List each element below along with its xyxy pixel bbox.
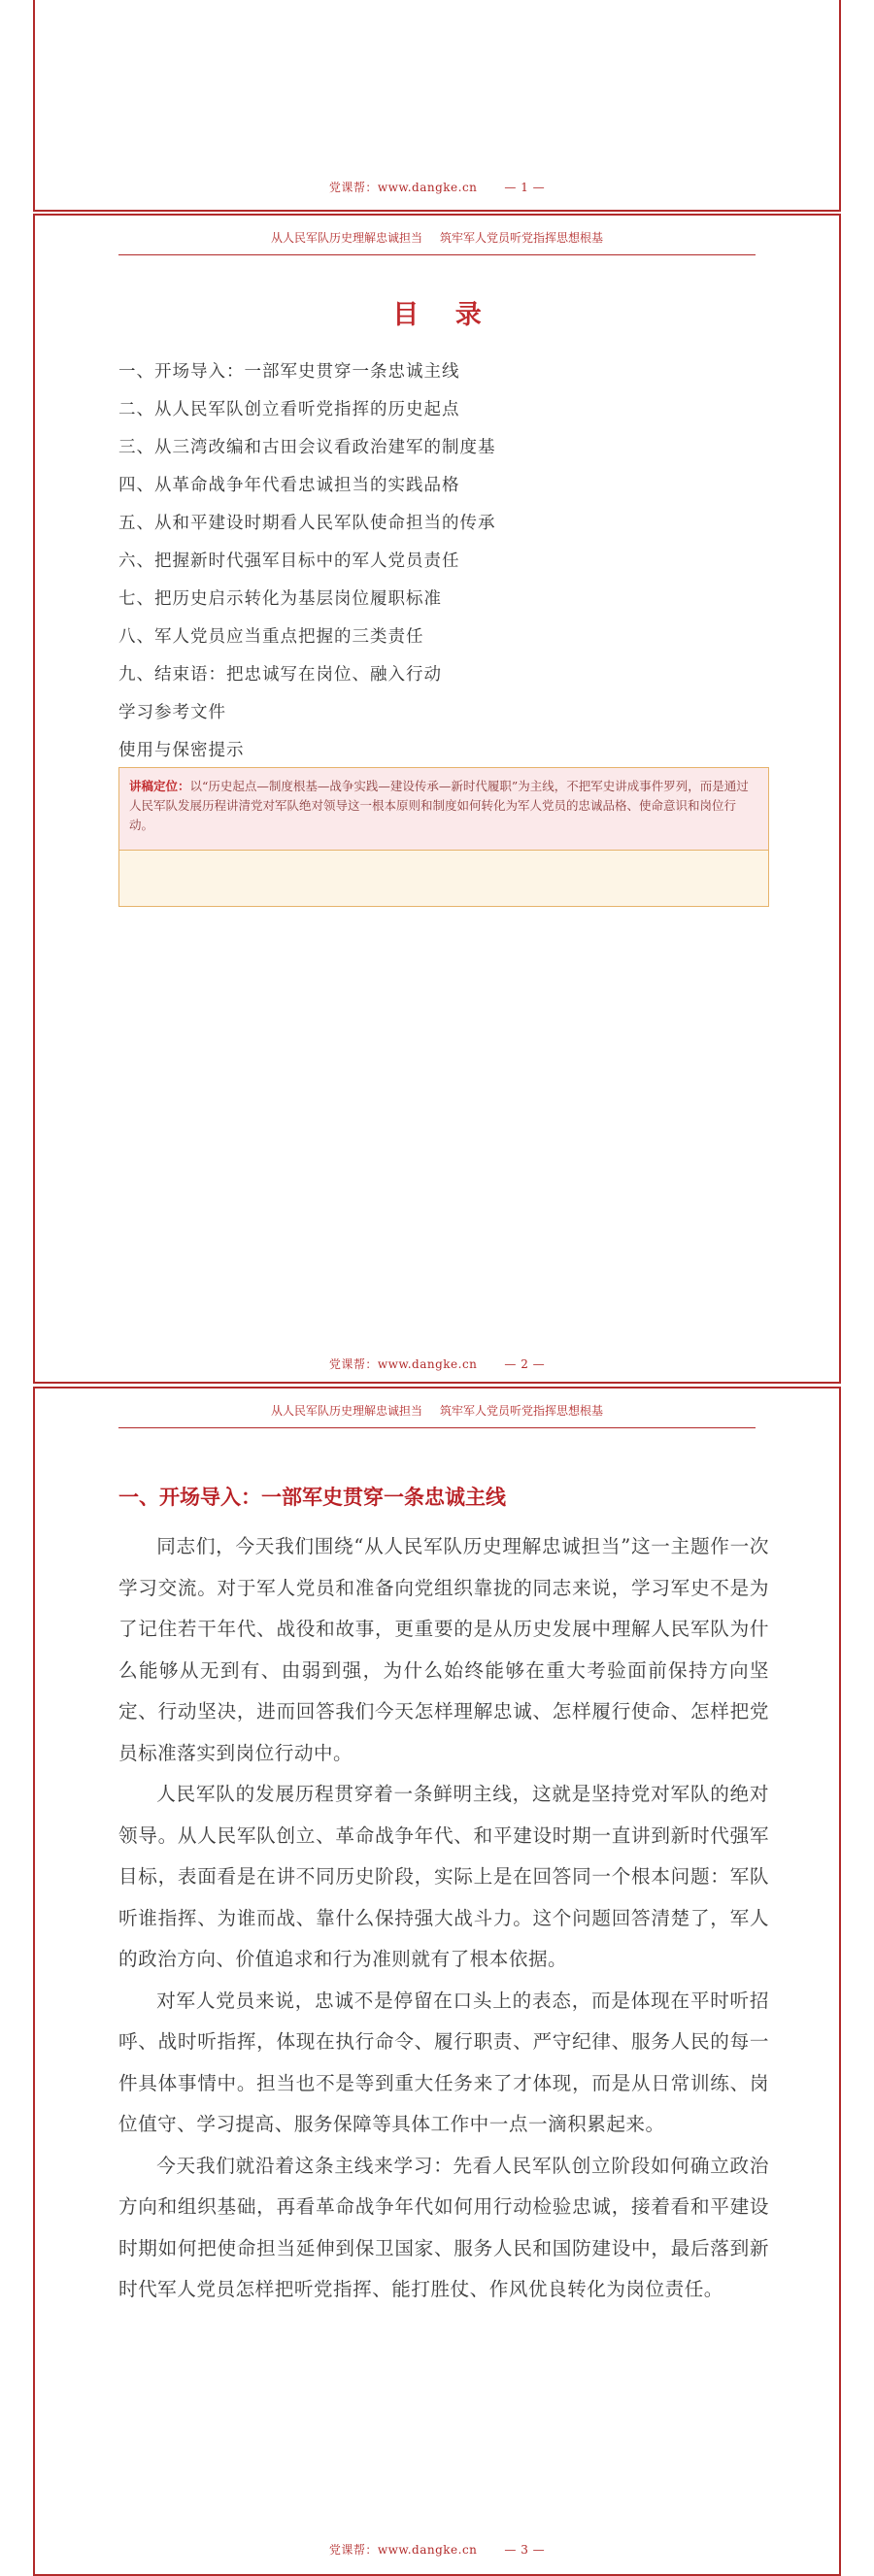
footer-site: 党课帮：www.dangke.cn bbox=[328, 2543, 478, 2557]
footer-site: 党课帮：www.dangke.cn bbox=[328, 181, 478, 194]
header-right: 筑牢军人党员听党指挥思想根基 bbox=[440, 231, 604, 245]
paragraph: 同志们，今天我们围绕“从人民军队历史理解忠诚担当”这一主题作一次学习交流。对于军人党员和准备向党组织靠拢的同志来说，学习军史不是为了记住若干年代、战役和故事，更重要的是从历史发展中理解人民军队为什么能够从无到有、由弱到强，为什么始终能够在重大考验面前保持方向坚定、行动坚决，进而回答我们今天怎样理解忠诚、怎样履行使命、怎样把党员标准落实到岗位行动中。 bbox=[118, 1535, 769, 1764]
toc-item[interactable]: 三、从三湾改编和古田会议看政治建军的制度基 bbox=[118, 438, 496, 457]
notice-text: 以“历史起点—制度根基—战争实践—建设传承—新时代履职”为主线，不把军史讲成事件罗列，而是通过人民军队发展历程讲清党对军队绝对领导这一根本原则和制度如何转化为军人党员的忠诚品格、使命意识和岗位行动。 bbox=[129, 779, 749, 832]
toc-item[interactable]: 七、把历史启示转化为基层岗位履职标准 bbox=[118, 589, 442, 609]
footer-page-number: — 1 — bbox=[504, 181, 546, 194]
page-3 bbox=[33, 1387, 841, 2576]
paragraph: 今天我们就沿着这条主线来学习：先看人民军队创立阶段如何确立政治方向和组织基础，再看革命战争年代如何用行动检验忠诚，接着看和平建设时期如何把使命担当延伸到保卫国家、服务人民和国防建设中，最后落到新时代军人党员怎样把听党指挥、能打胜仗、作风优良转化为岗位责任。 bbox=[118, 2154, 769, 2300]
toc-item[interactable]: 二、从人民军队创立看听党指挥的历史起点 bbox=[118, 400, 460, 419]
toc-item[interactable]: 一、开场导入：一部军史贯穿一条忠诚主线 bbox=[118, 362, 460, 382]
header-right: 筑牢军人党员听党指挥思想根基 bbox=[440, 1404, 604, 1418]
paragraph: 对军人党员来说，忠诚不是停留在口头上的表态，而是体现在平时听招呼、战时听指挥，体现在执行命令、履行职责、严守纪律、服务人民的每一件具体事情中。担当也不是等到重大任务来了才体现，而是从日常训练、岗位值守、学习提高、服务保障等具体工作中一点一滴积累起来。 bbox=[118, 1989, 769, 2135]
toc-item[interactable]: 四、从革命战争年代看忠诚担当的实践品格 bbox=[118, 476, 460, 495]
paragraph: 人民军队的发展历程贯穿着一条鲜明主线，这就是坚持党对军队的绝对领导。从人民军队创立、革命战争年代、和平建设时期一直讲到新时代强军目标，表面看是在讲不同历史阶段，实际上是在回答同一个根本问题：军队听谁指挥、为谁而战、靠什么保持强大战斗力。这个问题回答清楚了，军人的政治方向、价值追求和行为准则就有了根本依据。 bbox=[118, 1783, 769, 1970]
footer-page-number: — 3 — bbox=[504, 2543, 546, 2557]
page-1 bbox=[33, 0, 841, 212]
toc-item[interactable]: 六、把握新时代强军目标中的军人党员责任 bbox=[118, 552, 460, 571]
notice-box bbox=[118, 767, 769, 907]
toc-title: 目 录 bbox=[392, 300, 495, 330]
toc-item[interactable]: 八、军人党员应当重点把握的三类责任 bbox=[118, 627, 424, 647]
page-footer bbox=[35, 2541, 839, 2558]
toc-item[interactable]: 使用与保密提示 bbox=[118, 741, 245, 760]
section-title: 一、开场导入：一部军史贯穿一条忠诚主线 bbox=[118, 1485, 506, 1509]
page-footer bbox=[35, 1355, 839, 1372]
notice-label: 讲稿定位： bbox=[129, 779, 190, 793]
toc-item[interactable]: 学习参考文件 bbox=[118, 703, 226, 722]
page-header bbox=[118, 229, 756, 255]
header-left: 从人民军队历史理解忠诚担当 bbox=[270, 1404, 422, 1418]
page-footer bbox=[35, 179, 839, 195]
header-left: 从人民军队历史理解忠诚担当 bbox=[270, 231, 422, 245]
toc-item[interactable]: 九、结束语：把忠诚写在岗位、融入行动 bbox=[118, 665, 442, 685]
footer-site: 党课帮：www.dangke.cn bbox=[328, 1357, 478, 1371]
notice-content bbox=[119, 768, 768, 851]
page-2 bbox=[33, 214, 841, 1384]
toc-list bbox=[118, 353, 496, 770]
page-header bbox=[118, 1402, 756, 1428]
toc-item[interactable]: 五、从和平建设时期看人民军队使命担当的传承 bbox=[118, 514, 496, 533]
section-body bbox=[118, 1526, 769, 2311]
footer-page-number: — 2 — bbox=[504, 1357, 546, 1371]
